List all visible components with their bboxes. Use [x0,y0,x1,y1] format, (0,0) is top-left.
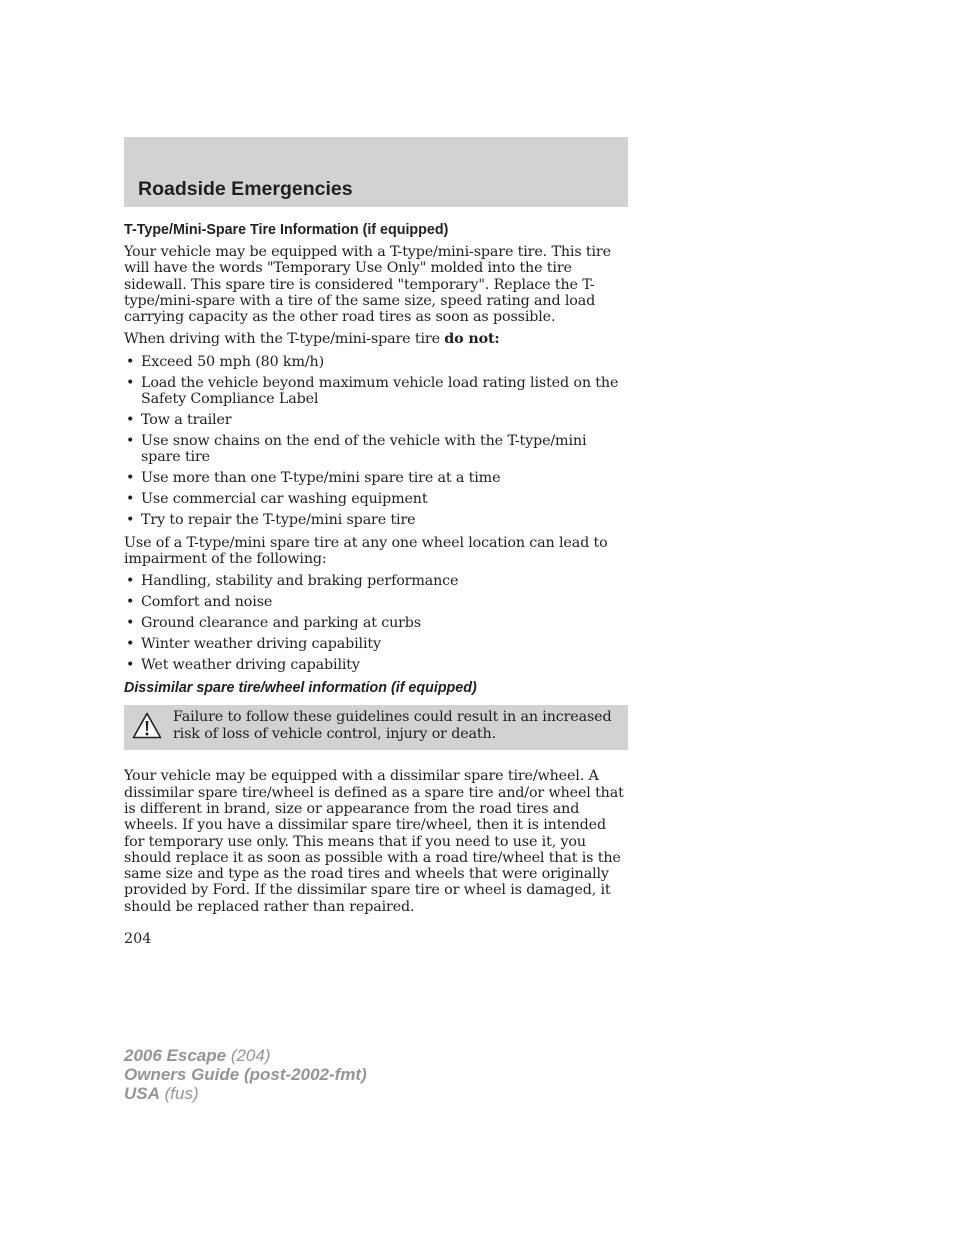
page-number: 204 [124,931,152,948]
footer-line-1: 2006 Escape (204) [124,1046,271,1065]
dissimilar-spare-body: Your vehicle may be equipped with a dissimilar spare tire/wheel. A dissimilar spare tire/wheel is defined as a spare tire and/or wheel that is different in brand, size or appearance from the road tires and wheels. If you have a dissimilar spare tire/wheel, then it is intended for temporary use only. This means that if you need to use it, you should replace it as soon as possible with a road tire/wheel that is the same size and type as the road tires and wheels that were originally provided by Ford. If the dissimilar spare tire or wheel is damaged, it should be replaced rather than repaired. [124,768,624,915]
impairment-list [124,573,628,673]
list-item: • Try to repair the T-type/mini spare tire [126,512,416,529]
list-item: • Use more than one T-type/mini spare tire at a time [126,470,501,487]
list-item: • Wet weather driving capability [126,657,360,674]
tire-info-intro: Your vehicle may be equipped with a T-type/mini-spare tire. This tire will have the words "Temporary Use Only" molded into the tire sidewall. This spare tire is considered "temporary". Replace the T-type/mini-spare with a tire of the same size, speed rating and load carrying capacity as the other road tires as soon as possible. [124,244,611,326]
dissimilar-spare-heading: Dissimilar spare tire/wheel information (if equipped) [124,680,477,697]
warning-triangle-icon [132,712,162,739]
list-item: • Load the vehicle beyond maximum vehicle load rating listed on the Safety Compliance Label [126,374,619,408]
footer-line-2: Owners Guide (post-2002-fmt) [124,1065,367,1084]
section-header-band [124,137,628,207]
list-item: • Winter weather driving capability [126,636,381,653]
list-item: • Use snow chains on the end of the vehicle with the T-type/mini spare tire [126,433,587,466]
list-item: • Exceed 50 mph (80 km/h) [126,353,325,370]
tire-info-heading: T-Type/Mini-Spare Tire Information (if equipped) [124,222,449,238]
list-item: • Comfort and noise [126,594,273,611]
warning-box [124,705,628,750]
do-not-list [124,354,628,529]
list-item: • Handling, stability and braking performance [126,573,459,590]
do-not-lead [124,331,628,347]
list-item: • Ground clearance and parking at curbs [126,615,421,632]
list-item: • Use commercial car washing equipment [126,491,428,508]
footer-line-3: USA (fus) [124,1084,199,1103]
do-not-lead-bold: do not: [444,331,500,348]
impairment-intro: Use of a T-type/mini spare tire at any one wheel location can lead to impairment of the following: [124,534,608,567]
warning-text: Failure to follow these guidelines could result in an increased risk of loss of vehicle control, injury or death. [173,709,612,742]
list-item: • Tow a trailer [126,412,232,429]
section-title: Roadside Emergencies [138,178,353,200]
do-not-lead-text: When driving with the T-type/mini-spare tire [124,331,445,348]
document-footer [124,1046,367,1103]
page-content [124,221,628,947]
